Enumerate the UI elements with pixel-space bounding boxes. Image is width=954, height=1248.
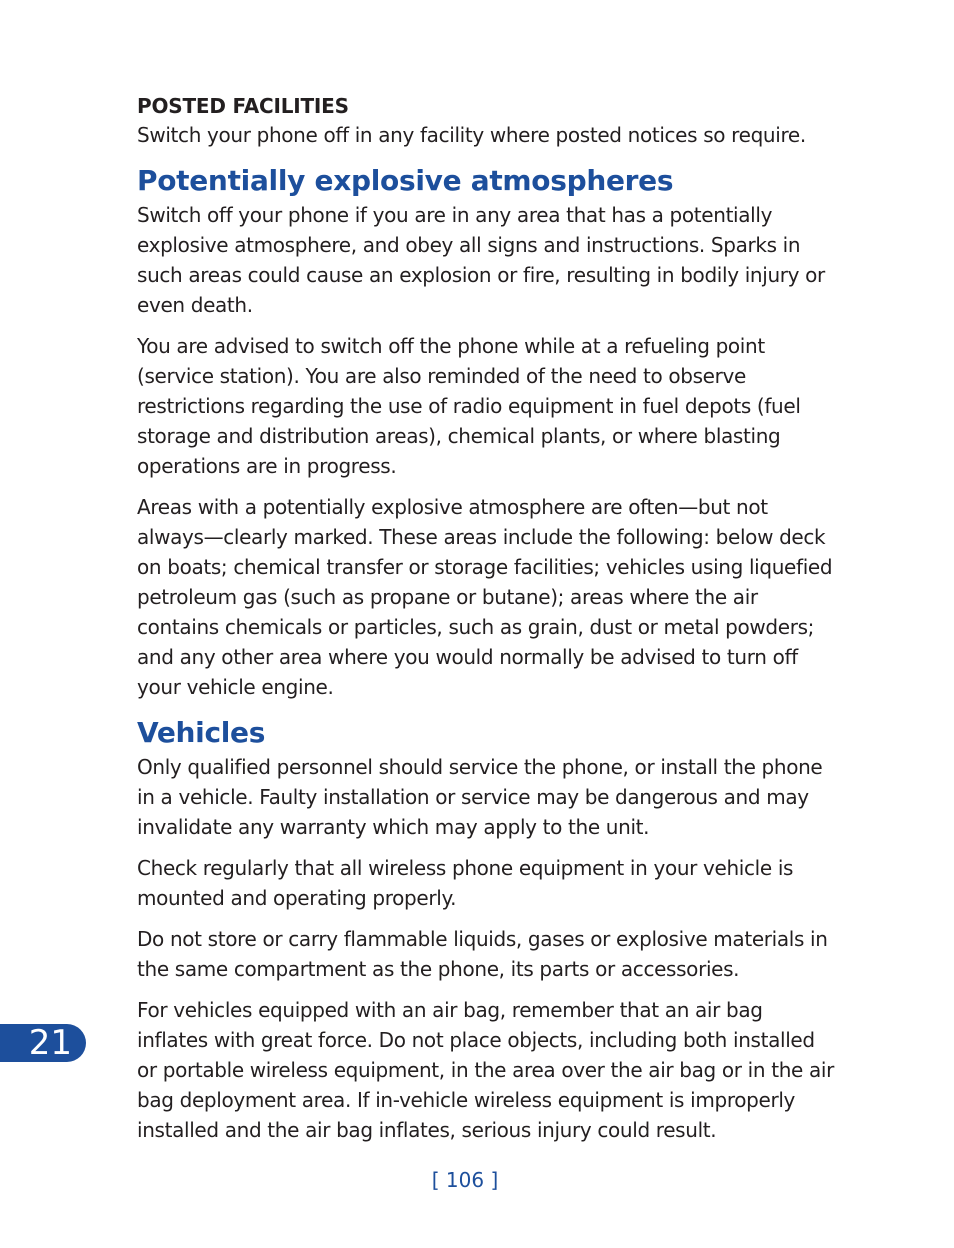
explosive-paragraph-1: Switch off your phone if you are in any area that has a potentially explosive atmosphere, and obey all signs and instructions. Sparks in such areas could cause an explosion or fire, resulting in bodily injury or even death. [137,203,825,317]
explosive-paragraph-3: Areas with a potentially explosive atmosphere are often—but not always—clearly marked. These areas include the following: below deck on boats; chemical transfer or storage facilities; vehicles using liquefied petroleum gas (such as propane or butane); areas where the air contains chemicals or particles, such as grain, dust or metal powders; and any other area where you would normally be advised to turn off your vehicle engine. [137,495,833,699]
vehicles-paragraph-2: Check regularly that all wireless phone equipment in your vehicle is mounted and operating properly. [137,856,794,910]
explosive-atmospheres-heading: Potentially explosive atmospheres [137,164,674,197]
chapter-tab: 21 [0,1024,86,1062]
vehicles-heading: Vehicles [137,716,266,749]
page-number: [ 106 ] [431,1168,499,1192]
posted-facilities-heading: POSTED FACILITIES [137,94,349,118]
vehicles-paragraph-3: Do not store or carry flammable liquids, gases or explosive materials in the same compartment as the phone, its parts or accessories. [137,927,828,981]
page-content [137,92,837,1156]
vehicles-paragraph-1: Only qualified personnel should service the phone, or install the phone in a vehicle. Faulty installation or service may be dangerous and may invalidate any warranty which may apply to the unit. [137,755,823,839]
vehicles-paragraph-4: For vehicles equipped with an air bag, remember that an air bag inflates with great force. Do not place objects, including both installed or portable wireless equipment, in the area over the air bag or in the air bag deployment area. If in-vehicle wireless equipment is improperly installed and the air bag inflates, serious injury could result. [137,998,834,1142]
posted-facilities-paragraph: Switch your phone off in any facility where posted notices so require. [137,123,806,147]
explosive-paragraph-2: You are advised to switch off the phone while at a refueling point (service station). You are also reminded of the need to observe restrictions regarding the use of radio equipment in fuel depots (fuel storage and distribution areas), chemical plants, or where blasting operations are in progress. [137,334,801,478]
